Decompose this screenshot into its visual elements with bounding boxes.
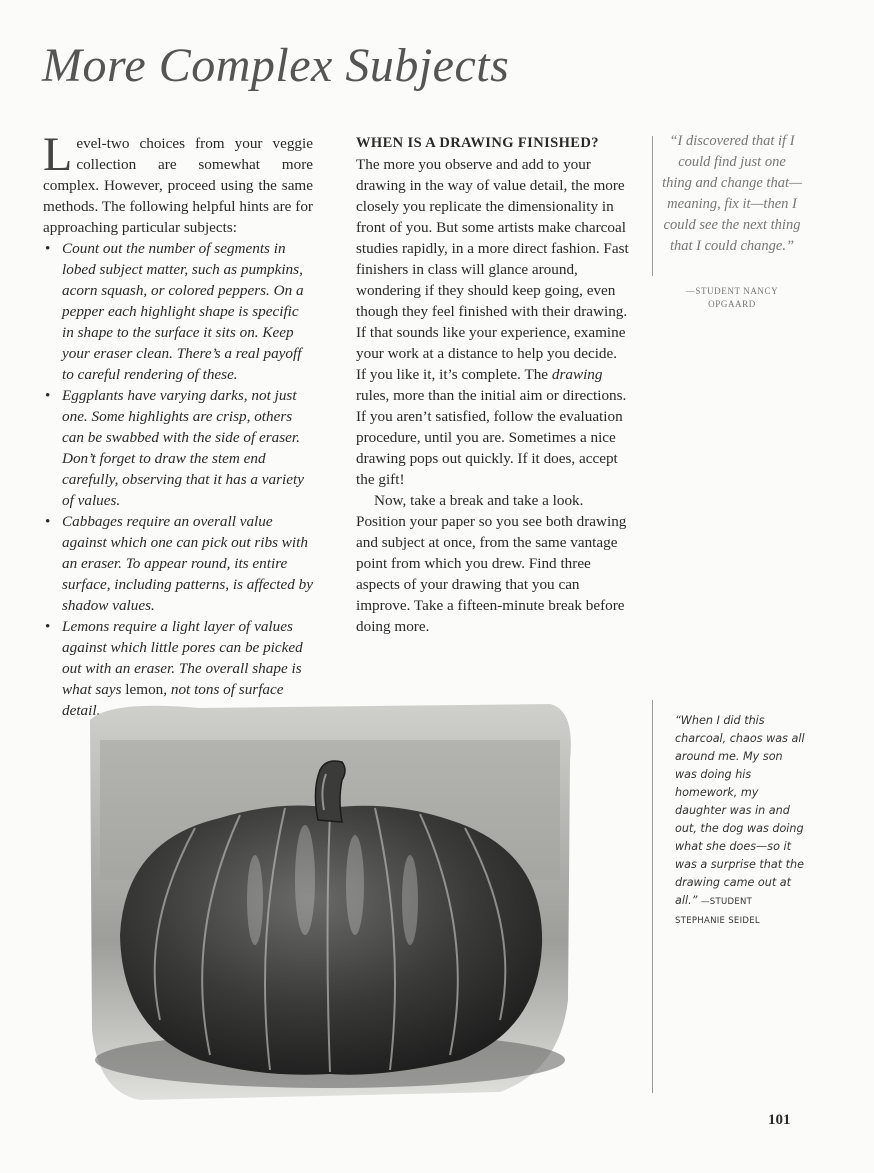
- page-number: 101: [768, 1112, 791, 1128]
- bullet-icon: •: [45, 513, 51, 530]
- list-item: [45, 238, 313, 385]
- hint-text: not tons of surface detail.: [62, 681, 284, 719]
- pumpkin-stem: [315, 761, 345, 822]
- pull-quote: “I discovered that if I could find just one thing and change that—meaning, fix it—then I could see the next thing that I could change.”: [662, 133, 802, 254]
- hint-text: Count out the number of segments in lobed subject matter, such as pumpkins, acorn squash, or colored peppers. On a pepper each highlight shape is specific in shape to the surface it sits on. Keep your eraser clean. There’s a real payoff to careful rendering of these.: [62, 240, 304, 383]
- pull-quote: [675, 712, 805, 930]
- hint-text: Cabbages require an overall value against which one can pick out ribs with an eraser. To appear round, its entire surface, including patterns, is affected by shadow values.: [62, 513, 313, 614]
- sidebar-divider: [652, 136, 653, 276]
- hint-text: Lemons require a light layer of values against which little pores can be picked out with an eraser. The overall shape is what says: [62, 618, 303, 698]
- bullet-icon: •: [45, 387, 51, 404]
- middle-column: [356, 133, 630, 637]
- pumpkin-drawing: [80, 700, 580, 1105]
- hint-roman-word: lemon,: [125, 681, 168, 698]
- paragraph-text: The more you observe and add to your drawing in the way of value detail, the more closely you replicate the dimensionality in front of you. But some artists make charcoal studies rapidly, in a more direct fashion. Fast finishers in class will glance around, wondering if they should keep going, even though they feel finished with their drawing. If that sounds like your experience, examine your work at a distance to help you decide. If you like it, it’s complete. The: [356, 156, 629, 383]
- page-title: More Complex Subjects: [42, 39, 510, 92]
- section-heading: WHEN IS A DRAWING FINISHED?: [356, 135, 599, 151]
- quote-text: “When I did this charcoal, chaos was all around me. My son was doing his homework, my daughter was in and out, the dog was doing what she does—so it was a surprise that the drawing came out at all.”: [675, 714, 805, 907]
- list-item: [45, 511, 313, 616]
- list-item: [45, 385, 313, 511]
- bullet-icon: •: [45, 618, 51, 635]
- intro-text: evel-two choices from your veggie collection are somewhat more complex. However, proceed using the same methods. The following helpful hints are for approaching particular subjects:: [43, 135, 313, 236]
- bullet-icon: •: [45, 240, 51, 257]
- intro-paragraph: [43, 128, 313, 238]
- hint-text: Eggplants have varying darks, not just one. Some highlights are crisp, others can be swabbed with the side of eraser. Don’t forget to draw the stem end carefully, observing that it has a variety of values.: [62, 387, 304, 509]
- pumpkin-body: [120, 806, 542, 1075]
- sidebar-divider: [652, 700, 653, 1093]
- quote-attribution: —STUDENT NANCY OPGAARD: [685, 286, 779, 309]
- drop-cap: L: [43, 128, 73, 181]
- body-paragraph: Now, take a break and take a look. Position your paper so you see both drawing and subject at once, from the same vantage point from which you drew. Find three aspects of your drawing that you can improve. Take a fifteen-minute break before doing more.: [356, 492, 627, 635]
- body-paragraph: [356, 154, 630, 490]
- emphasis-word: drawing: [551, 366, 603, 383]
- hints-list: [43, 238, 313, 721]
- quote-attribution: —STUDENT STEPHANIE SEIDEL: [675, 897, 760, 926]
- left-column: [43, 128, 313, 721]
- paragraph-text: rules, more than the initial aim or directions. If you aren’t satisfied, follow the evaluation procedure, until you are. Sometimes a nice drawing pops out quickly. If it does, accept the gift!: [356, 387, 627, 488]
